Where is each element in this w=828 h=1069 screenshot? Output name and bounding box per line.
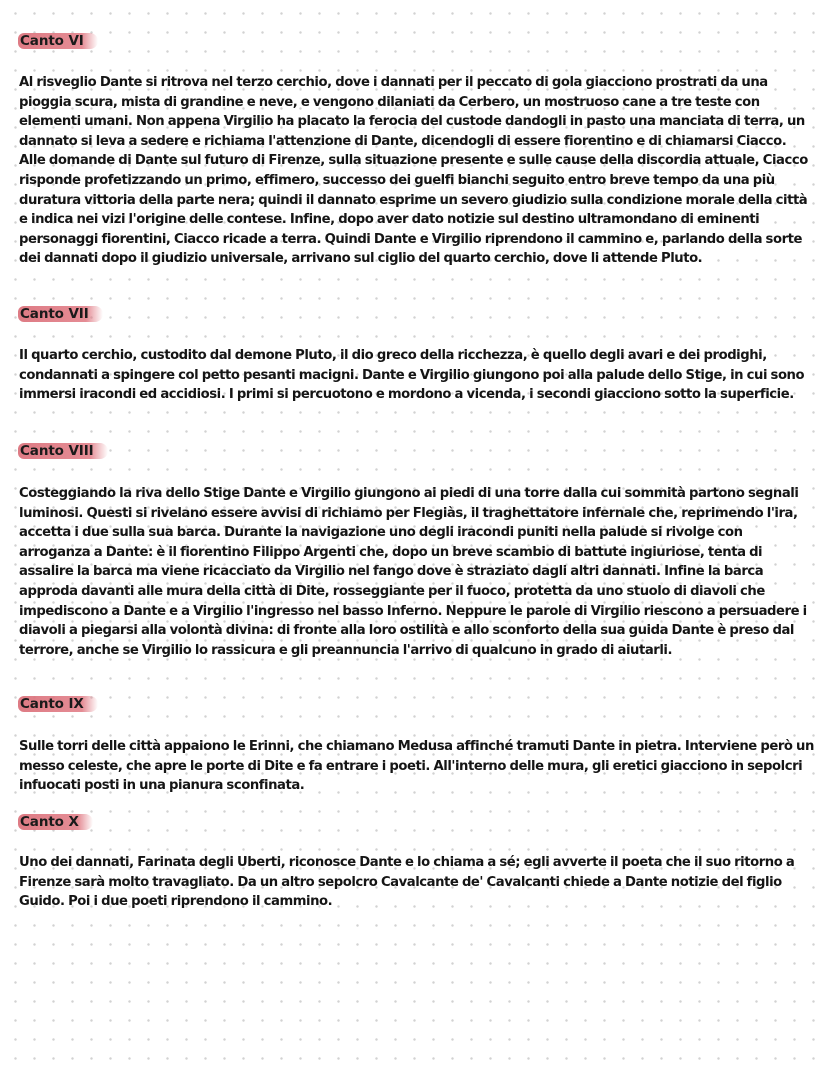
- heading-canto-x: Canto X: [18, 814, 93, 830]
- heading-canto-ix: Canto IX: [18, 696, 98, 712]
- heading-canto-viii: Canto VIII: [18, 443, 108, 459]
- paragraph-canto-ix: Sulle torri delle città appaiono le Erinni, che chiamano Medusa affinché tramuti Dante in pietra. Interviene però un messo celeste, che apre le porte di Dite e fa entrare i poeti. All'interno delle mura, gli eretici giacciono in sepolcri infuocati posti in una pianura sconfinata.: [19, 739, 814, 794]
- paragraph-canto-x: Uno dei dannati, Farinata degli Uberti, riconosce Dante e lo chiama a sé; egli avverte il poeta che il suo ritorno a Firenze sarà molto travagliato. Da un altro sepolcro Cavalcante de' Cavalcanti chiede a Dante notizie del figlio Guido. Poi i due poeti riprendono il cammino.: [19, 855, 795, 910]
- heading-canto-vii: Canto VII: [18, 306, 103, 322]
- paragraph-canto-vii: Il quarto cerchio, custodito dal demone Pluto, il dio greco della ricchezza, è quello degli avari e dei prodighi, condannati a spingere col petto pesanti macigni. Dante e Virgilio giungono poi alla palude dello Stige, in cui sono immersi iracondi ed accidiosi. I primi si percuotono e mordono a vicenda, i secondi giacciono sotto la superficie.: [19, 348, 805, 403]
- heading-canto-vi: Canto VI: [18, 33, 98, 49]
- paragraph-canto-vi: Al risveglio Dante si ritrova nel terzo cerchio, dove i dannati per il peccato di gola giacciono prostrati da una pioggia scura, mista di grandine e neve, e vengono dilaniati da Cerbero, un mostruoso cane a tre teste con elementi umani. Non appena Virgilio ha placato la ferocia del custode dandogli in pasto una manciata di terra, un dannato si leva a sedere e richiama l'attenzione di Dante, dicendogli di essere fiorentino e di chiamarsi Ciacco. Alle domande di Dante sul futuro di Firenze, sulla situazione presente e sulle cause della discordia attuale, Ciacco risponde profetizzando un primo, effimero, successo dei guelfi bianchi seguito entro breve tempo da una più duratura vittoria della parte nera; quindi il dannato esprime un severo giudizio sulla condizione morale della città e indica nei vizi l'origine delle contese. Infine, dopo aver dato notizie sul destino ultramondano di eminenti personaggi fiorentini, Ciacco ricade a terra. Quindi Dante e Virgilio riprendono il cammino e, parlando della sorte dei dannati dopo il giudizio universale, arrivano sul ciglio del quarto cerchio, dove li attende Pluto.: [19, 75, 808, 267]
- paragraph-canto-viii: Costeggiando la riva dello Stige Dante e Virgilio giungono ai piedi di una torre dalla cui sommità partono segnali luminosi. Questi si rivelano essere avvisi di richiamo per Flegiàs, il traghettatore infernale che, reprimendo l'ira, accetta i due sulla sua barca. Durante la navigazione uno degli iracondi puniti nella palude si rivolge con arroganza a Dante: è il fiorentino Filippo Argenti che, dopo un breve scambio di battute ingiuriose, tenta di assalire la barca ma viene ricacciato da Virgilio nel fango dove è straziato dagli altri dannati. Infine la barca approda davanti alle mura della città di Dite, rosseggiante per il fuoco, protetta da uno stuolo di diavoli che impediscono a Dante e a Virgilio l'ingresso nel basso Inferno. Neppure le parole di Virgilio riescono a persuadere i diavoli a piegarsi alla volontà divina: di fronte alla loro ostilità e allo sconforto della sua guida Dante è preso dal terrore, anche se Virgilio lo rassicura e gli preannuncia l'arrivo di qualcuno in grado di aiutarli.: [19, 486, 807, 658]
